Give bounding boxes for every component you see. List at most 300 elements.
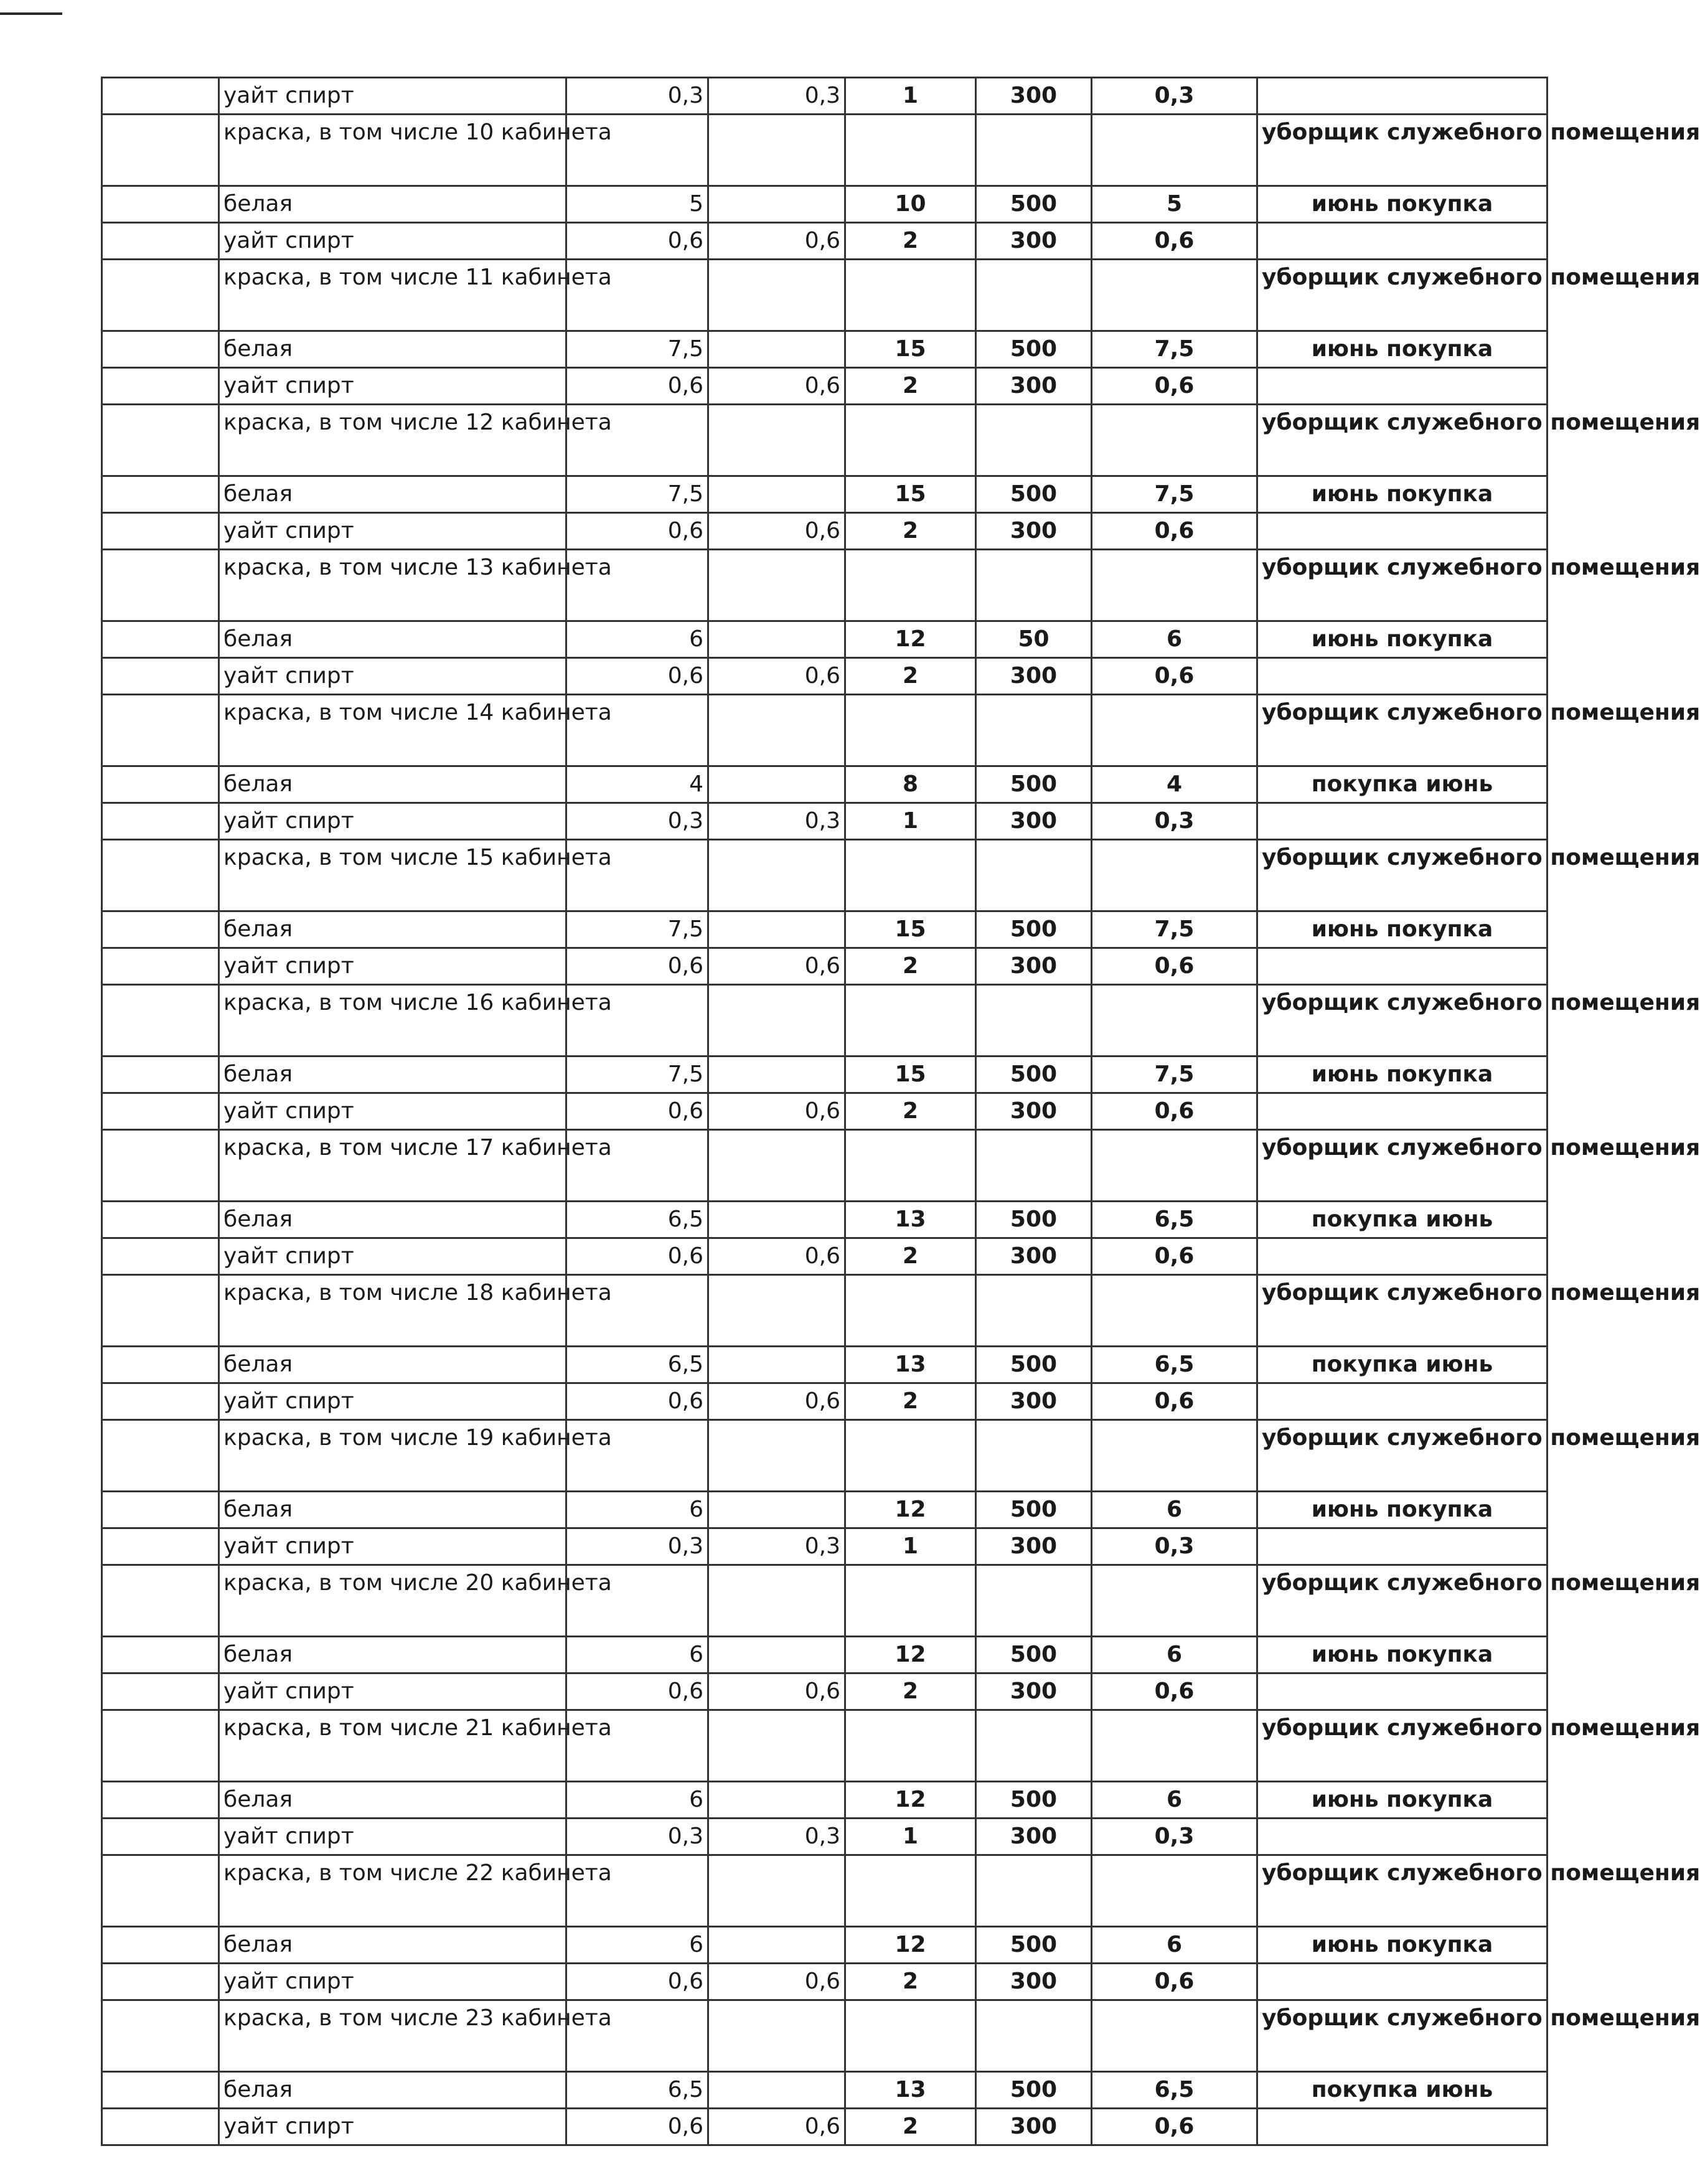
index-cell (102, 2000, 219, 2072)
index-cell (102, 1093, 219, 1130)
quantity-2-cell (708, 911, 845, 948)
quantity-2-cell (708, 2072, 845, 2109)
count-cell (845, 115, 976, 186)
quantity-cell: 0,6 (566, 223, 708, 260)
quantity-cell: 6,5 (566, 1202, 708, 1238)
note-cell (1257, 1819, 1547, 1855)
price-cell: 500 (976, 1202, 1092, 1238)
item-name-cell: белая (219, 186, 566, 223)
table-row (102, 1782, 1547, 1819)
note-cell: уборщик служебного помещения (1257, 260, 1547, 331)
count-cell: 12 (845, 1782, 976, 1819)
index-cell (102, 1383, 219, 1420)
quantity-cell: 0,6 (566, 948, 708, 985)
note-cell: покупка июнь (1257, 1347, 1547, 1383)
table-row (102, 1420, 1547, 1492)
quantity-cell: 6 (566, 1492, 708, 1528)
quantity-cell: 6 (566, 1782, 708, 1819)
item-name-cell: краска, в том числе 20 кабинета (219, 1565, 566, 1637)
table-row (102, 115, 1547, 186)
count-cell: 13 (845, 1202, 976, 1238)
note-cell: уборщик служебного помещения (1257, 1565, 1547, 1637)
note-cell (1257, 948, 1547, 985)
price-cell: 300 (976, 223, 1092, 260)
item-name-cell: краска, в том числе 15 кабинета (219, 840, 566, 911)
total-cell (1092, 1565, 1257, 1637)
price-cell (976, 1130, 1092, 1202)
item-name-cell: белая (219, 1927, 566, 1964)
index-cell (102, 1782, 219, 1819)
item-name-cell: уайт спирт (219, 513, 566, 550)
quantity-2-cell (708, 550, 845, 621)
count-cell: 1 (845, 1819, 976, 1855)
index-cell (102, 115, 219, 186)
quantity-2-cell: 0,6 (708, 223, 845, 260)
table-row (102, 1275, 1547, 1347)
total-cell: 6 (1092, 1782, 1257, 1819)
item-name-cell: белая (219, 1492, 566, 1528)
count-cell: 2 (845, 513, 976, 550)
note-cell: уборщик служебного помещения (1257, 695, 1547, 766)
item-name-cell: уайт спирт (219, 803, 566, 840)
note-cell: июнь покупка (1257, 1637, 1547, 1673)
quantity-2-cell: 0,6 (708, 513, 845, 550)
count-cell: 2 (845, 2109, 976, 2145)
total-cell: 0,3 (1092, 1819, 1257, 1855)
note-cell: уборщик служебного помещения (1257, 1275, 1547, 1347)
index-cell (102, 1673, 219, 1710)
total-cell: 0,6 (1092, 658, 1257, 695)
item-name-cell: уайт спирт (219, 78, 566, 115)
table-row (102, 186, 1547, 223)
quantity-2-cell (708, 476, 845, 513)
price-cell: 300 (976, 513, 1092, 550)
table-row (102, 1492, 1547, 1528)
table-row (102, 78, 1547, 115)
quantity-2-cell: 0,6 (708, 1383, 845, 1420)
total-cell: 0,6 (1092, 1673, 1257, 1710)
table-row (102, 695, 1547, 766)
total-cell (1092, 1420, 1257, 1492)
note-cell (1257, 1964, 1547, 2000)
count-cell (845, 550, 976, 621)
item-name-cell: краска, в том числе 23 кабинета (219, 2000, 566, 2072)
note-cell: уборщик служебного помещения (1257, 550, 1547, 621)
price-cell: 500 (976, 1492, 1092, 1528)
item-name-cell: белая (219, 1057, 566, 1093)
table-row (102, 223, 1547, 260)
count-cell (845, 2000, 976, 2072)
price-cell: 500 (976, 331, 1092, 368)
item-name-cell: краска, в том числе 16 кабинета (219, 985, 566, 1057)
scan-corner-mark (0, 12, 62, 15)
index-cell (102, 766, 219, 803)
total-cell (1092, 840, 1257, 911)
price-cell: 500 (976, 476, 1092, 513)
note-cell (1257, 1528, 1547, 1565)
note-cell (1257, 1383, 1547, 1420)
total-cell: 0,6 (1092, 948, 1257, 985)
index-cell (102, 695, 219, 766)
price-cell: 300 (976, 948, 1092, 985)
quantity-2-cell (708, 1637, 845, 1673)
quantity-2-cell (708, 331, 845, 368)
note-cell (1257, 223, 1547, 260)
item-name-cell: краска, в том числе 14 кабинета (219, 695, 566, 766)
quantity-2-cell (708, 621, 845, 658)
note-cell: покупка июнь (1257, 2072, 1547, 2109)
note-cell: уборщик служебного помещения (1257, 115, 1547, 186)
quantity-cell: 0,6 (566, 1093, 708, 1130)
quantity-cell: 0,6 (566, 2109, 708, 2145)
quantity-2-cell: 0,3 (708, 1528, 845, 1565)
index-cell (102, 331, 219, 368)
note-cell: июнь покупка (1257, 621, 1547, 658)
total-cell (1092, 2000, 1257, 2072)
quantity-cell: 0,3 (566, 803, 708, 840)
total-cell (1092, 1710, 1257, 1782)
total-cell: 0,3 (1092, 1528, 1257, 1565)
total-cell (1092, 985, 1257, 1057)
count-cell: 2 (845, 1673, 976, 1710)
price-cell (976, 550, 1092, 621)
count-cell (845, 405, 976, 476)
total-cell: 7,5 (1092, 476, 1257, 513)
count-cell: 2 (845, 1093, 976, 1130)
index-cell (102, 186, 219, 223)
quantity-cell: 0,6 (566, 1238, 708, 1275)
index-cell (102, 513, 219, 550)
count-cell (845, 1565, 976, 1637)
count-cell: 2 (845, 1964, 976, 2000)
total-cell: 6 (1092, 1492, 1257, 1528)
note-cell: уборщик служебного помещения (1257, 985, 1547, 1057)
table-row (102, 476, 1547, 513)
index-cell (102, 1927, 219, 1964)
total-cell: 6,5 (1092, 2072, 1257, 2109)
quantity-2-cell (708, 186, 845, 223)
quantity-2-cell (708, 1130, 845, 1202)
note-cell: июнь покупка (1257, 1782, 1547, 1819)
quantity-cell: 0,3 (566, 1528, 708, 1565)
total-cell: 5 (1092, 186, 1257, 223)
note-cell: уборщик служебного помещения (1257, 2000, 1547, 2072)
count-cell: 2 (845, 658, 976, 695)
index-cell (102, 1964, 219, 2000)
note-cell (1257, 513, 1547, 550)
table-row (102, 621, 1547, 658)
index-cell (102, 2072, 219, 2109)
index-cell (102, 1420, 219, 1492)
note-cell: июнь покупка (1257, 1057, 1547, 1093)
item-name-cell: уайт спирт (219, 658, 566, 695)
quantity-cell: 0,6 (566, 1383, 708, 1420)
table-row (102, 1637, 1547, 1673)
quantity-cell: 7,5 (566, 476, 708, 513)
total-cell: 0,6 (1092, 1093, 1257, 1130)
item-name-cell: белая (219, 766, 566, 803)
total-cell: 0,6 (1092, 513, 1257, 550)
total-cell: 7,5 (1092, 1057, 1257, 1093)
count-cell: 12 (845, 621, 976, 658)
quantity-2-cell: 0,3 (708, 803, 845, 840)
total-cell (1092, 695, 1257, 766)
price-cell: 500 (976, 1927, 1092, 1964)
quantity-cell: 0,6 (566, 1673, 708, 1710)
table-row (102, 803, 1547, 840)
item-name-cell: уайт спирт (219, 1238, 566, 1275)
table-row (102, 1130, 1547, 1202)
count-cell: 10 (845, 186, 976, 223)
table-row (102, 1202, 1547, 1238)
table-row (102, 331, 1547, 368)
quantity-2-cell (708, 1565, 845, 1637)
item-name-cell: белая (219, 331, 566, 368)
quantity-cell: 5 (566, 186, 708, 223)
total-cell: 4 (1092, 766, 1257, 803)
price-cell: 300 (976, 1383, 1092, 1420)
item-name-cell: уайт спирт (219, 1528, 566, 1565)
note-cell: июнь покупка (1257, 476, 1547, 513)
item-name-cell: белая (219, 2072, 566, 2109)
count-cell (845, 1420, 976, 1492)
index-cell (102, 621, 219, 658)
table-row (102, 1347, 1547, 1383)
total-cell (1092, 405, 1257, 476)
count-cell: 15 (845, 476, 976, 513)
count-cell: 2 (845, 223, 976, 260)
price-cell: 300 (976, 78, 1092, 115)
count-cell: 12 (845, 1927, 976, 1964)
price-cell: 500 (976, 1347, 1092, 1383)
quantity-2-cell (708, 1347, 845, 1383)
total-cell: 7,5 (1092, 911, 1257, 948)
index-cell (102, 78, 219, 115)
table-row (102, 1057, 1547, 1093)
quantity-2-cell (708, 1057, 845, 1093)
item-name-cell: краска, в том числе 13 кабинета (219, 550, 566, 621)
note-cell (1257, 368, 1547, 405)
quantity-cell: 6 (566, 1637, 708, 1673)
index-cell (102, 1565, 219, 1637)
table-row (102, 2072, 1547, 2109)
table-body (102, 78, 1700, 2145)
quantity-cell: 6 (566, 621, 708, 658)
index-cell (102, 1492, 219, 1528)
quantity-2-cell (708, 1855, 845, 1927)
materials-table (101, 77, 1700, 2146)
price-cell (976, 1710, 1092, 1782)
quantity-cell: 0,6 (566, 368, 708, 405)
item-name-cell: краска, в том числе 12 кабинета (219, 405, 566, 476)
item-name-cell: уайт спирт (219, 1383, 566, 1420)
quantity-cell: 7,5 (566, 911, 708, 948)
quantity-cell: 6 (566, 1927, 708, 1964)
price-cell: 300 (976, 803, 1092, 840)
total-cell: 6 (1092, 1637, 1257, 1673)
table-row (102, 405, 1547, 476)
count-cell: 12 (845, 1492, 976, 1528)
quantity-cell: 0,6 (566, 1964, 708, 2000)
price-cell: 500 (976, 186, 1092, 223)
total-cell: 0,6 (1092, 1383, 1257, 1420)
table-row (102, 260, 1547, 331)
quantity-2-cell: 0,6 (708, 1673, 845, 1710)
quantity-cell: 6,5 (566, 2072, 708, 2109)
table-row (102, 948, 1547, 985)
table-row (102, 1855, 1547, 1927)
note-cell: покупка июнь (1257, 766, 1547, 803)
index-cell (102, 948, 219, 985)
count-cell (845, 985, 976, 1057)
quantity-cell: 0,6 (566, 513, 708, 550)
index-cell (102, 803, 219, 840)
total-cell (1092, 1130, 1257, 1202)
total-cell: 0,6 (1092, 223, 1257, 260)
quantity-2-cell (708, 115, 845, 186)
index-cell (102, 1710, 219, 1782)
item-name-cell: уайт спирт (219, 1964, 566, 2000)
item-name-cell: краска, в том числе 21 кабинета (219, 1710, 566, 1782)
quantity-2-cell: 0,3 (708, 78, 845, 115)
quantity-cell: 0,3 (566, 78, 708, 115)
price-cell (976, 1275, 1092, 1347)
price-cell: 300 (976, 1964, 1092, 2000)
total-cell (1092, 260, 1257, 331)
item-name-cell: краска, в том числе 18 кабинета (219, 1275, 566, 1347)
total-cell: 7,5 (1092, 331, 1257, 368)
note-cell: уборщик служебного помещения (1257, 405, 1547, 476)
price-cell (976, 840, 1092, 911)
table-row (102, 911, 1547, 948)
quantity-2-cell (708, 695, 845, 766)
total-cell (1092, 1275, 1257, 1347)
note-cell: июнь покупка (1257, 911, 1547, 948)
quantity-2-cell (708, 1927, 845, 1964)
item-name-cell: краска, в том числе 17 кабинета (219, 1130, 566, 1202)
index-cell (102, 1275, 219, 1347)
quantity-2-cell: 0,6 (708, 948, 845, 985)
price-cell (976, 405, 1092, 476)
quantity-2-cell (708, 1710, 845, 1782)
quantity-2-cell (708, 985, 845, 1057)
count-cell: 13 (845, 1347, 976, 1383)
note-cell: июнь покупка (1257, 186, 1547, 223)
table-row (102, 368, 1547, 405)
index-cell (102, 1057, 219, 1093)
item-name-cell: уайт спирт (219, 368, 566, 405)
table-row (102, 1093, 1547, 1130)
note-cell: покупка июнь (1257, 1202, 1547, 1238)
index-cell (102, 658, 219, 695)
note-cell (1257, 658, 1547, 695)
quantity-2-cell: 0,6 (708, 1238, 845, 1275)
quantity-cell: 0,3 (566, 1819, 708, 1855)
quantity-2-cell: 0,6 (708, 368, 845, 405)
quantity-2-cell: 0,6 (708, 658, 845, 695)
index-cell (102, 1238, 219, 1275)
item-name-cell: уайт спирт (219, 223, 566, 260)
quantity-2-cell (708, 840, 845, 911)
note-cell: уборщик служебного помещения (1257, 1130, 1547, 1202)
item-name-cell: уайт спирт (219, 2109, 566, 2145)
quantity-cell: 4 (566, 766, 708, 803)
index-cell (102, 1202, 219, 1238)
index-cell (102, 1528, 219, 1565)
item-name-cell: белая (219, 1637, 566, 1673)
item-name-cell: уайт спирт (219, 1093, 566, 1130)
note-cell: уборщик служебного помещения (1257, 1855, 1547, 1927)
count-cell (845, 695, 976, 766)
count-cell: 1 (845, 803, 976, 840)
index-cell (102, 1130, 219, 1202)
index-cell (102, 1819, 219, 1855)
count-cell: 1 (845, 1528, 976, 1565)
quantity-2-cell (708, 1275, 845, 1347)
price-cell (976, 985, 1092, 1057)
index-cell (102, 368, 219, 405)
total-cell (1092, 550, 1257, 621)
price-cell: 300 (976, 1673, 1092, 1710)
total-cell: 0,6 (1092, 2109, 1257, 2145)
price-cell: 500 (976, 2072, 1092, 2109)
table-row (102, 1673, 1547, 1710)
item-name-cell: белая (219, 621, 566, 658)
table-row (102, 840, 1547, 911)
count-cell: 13 (845, 2072, 976, 2109)
table-row (102, 658, 1547, 695)
index-cell (102, 1347, 219, 1383)
quantity-2-cell: 0,6 (708, 1093, 845, 1130)
index-cell (102, 2109, 219, 2145)
count-cell: 2 (845, 1383, 976, 1420)
count-cell: 1 (845, 78, 976, 115)
index-cell (102, 223, 219, 260)
table-row (102, 1528, 1547, 1565)
item-name-cell: уайт спирт (219, 1673, 566, 1710)
table-row (102, 2000, 1547, 2072)
price-cell (976, 1565, 1092, 1637)
price-cell: 300 (976, 2109, 1092, 2145)
table-row (102, 2109, 1547, 2145)
total-cell: 0,3 (1092, 78, 1257, 115)
table-row (102, 513, 1547, 550)
note-cell (1257, 1093, 1547, 1130)
index-cell (102, 1637, 219, 1673)
index-cell (102, 476, 219, 513)
price-cell: 500 (976, 1782, 1092, 1819)
price-cell: 300 (976, 1093, 1092, 1130)
count-cell: 8 (845, 766, 976, 803)
price-cell (976, 695, 1092, 766)
index-cell (102, 405, 219, 476)
quantity-cell: 7,5 (566, 1057, 708, 1093)
price-cell: 50 (976, 621, 1092, 658)
note-cell (1257, 1673, 1547, 1710)
item-name-cell: краска, в том числе 19 кабинета (219, 1420, 566, 1492)
table-row (102, 1927, 1547, 1964)
price-cell: 300 (976, 368, 1092, 405)
quantity-2-cell (708, 2000, 845, 2072)
item-name-cell: уайт спирт (219, 1819, 566, 1855)
table-row (102, 1383, 1547, 1420)
quantity-2-cell: 0,6 (708, 1964, 845, 2000)
note-cell (1257, 78, 1547, 115)
quantity-2-cell: 0,6 (708, 2109, 845, 2145)
item-name-cell: белая (219, 1782, 566, 1819)
price-cell: 300 (976, 1528, 1092, 1565)
price-cell: 500 (976, 1057, 1092, 1093)
